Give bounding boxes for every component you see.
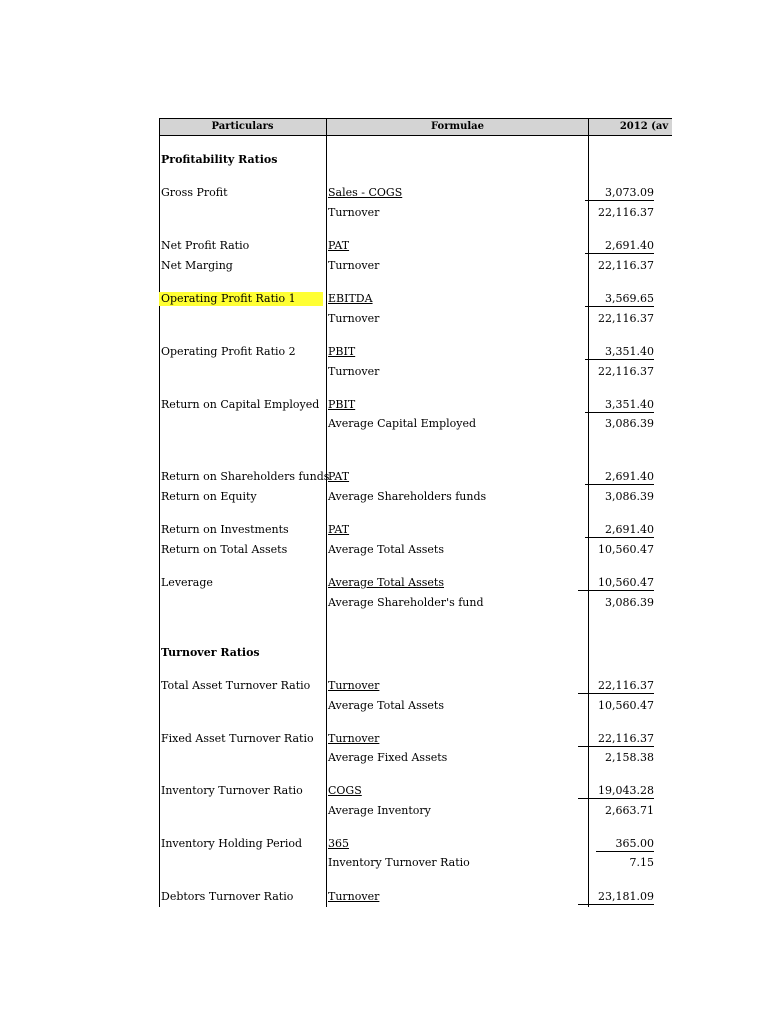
value-cell: 3,351.40 (585, 345, 654, 360)
ratio-name: Inventory Turnover Ratio (161, 784, 303, 797)
formula-text: Inventory Turnover Ratio (328, 856, 470, 869)
value-cell: 7.15 (629, 856, 654, 869)
formula-text: Average Shareholders funds (328, 490, 487, 503)
value-cell: 3,086.39 (605, 490, 654, 503)
formula-text: Turnover (328, 365, 380, 378)
header-particulars: Particulars (211, 121, 274, 132)
formula-text: Average Inventory (328, 804, 431, 817)
value-cell: 23,181.09 (578, 890, 654, 905)
formula-text: PAT (328, 239, 350, 252)
formula-text: Average Shareholder's fund (328, 596, 484, 609)
formula-text: 365 (328, 837, 349, 850)
ratio-name: Debtors Turnover Ratio (161, 890, 294, 903)
header-year: 2012 (av (619, 121, 669, 132)
ratio-name: Return on Investments (161, 523, 289, 536)
value-cell: 10,560.47 (598, 699, 654, 712)
section-turnover: Turnover Ratios (161, 646, 260, 659)
formula-text: COGS (328, 784, 362, 797)
value-cell: 2,691.40 (585, 239, 654, 254)
value-cell: 10,560.47 (578, 576, 654, 591)
ratio-name: Leverage (161, 576, 213, 589)
grid-line (159, 118, 160, 907)
formula-text: PAT (328, 470, 350, 483)
ratio-name: Net Marging (161, 259, 233, 272)
header-row (159, 118, 672, 136)
formula-text: Sales - COGS (328, 186, 403, 199)
value-cell: 19,043.28 (578, 784, 654, 799)
formula-text: Turnover (328, 679, 380, 692)
value-cell: 2,158.38 (605, 751, 654, 764)
formula-text: EBITDA (328, 292, 373, 305)
value-cell: 22,116.37 (578, 679, 654, 694)
section-profitability: Profitability Ratios (161, 153, 278, 166)
value-cell: 22,116.37 (578, 732, 654, 747)
formula-text: Turnover (328, 259, 380, 272)
ratio-name: Return on Equity (161, 490, 257, 503)
ratio-name: Net Profit Ratio (161, 239, 250, 252)
formula-text: Turnover (328, 312, 380, 325)
value-cell: 3,086.39 (605, 417, 654, 430)
formula-text: Average Total Assets (328, 576, 444, 589)
formula-text: Turnover (328, 732, 380, 745)
value-cell: 22,116.37 (598, 206, 654, 219)
ratio-name: Inventory Holding Period (161, 837, 303, 850)
value-cell: 3,569.65 (585, 292, 654, 307)
ratio-name: Operating Profit Ratio 2 (161, 345, 296, 358)
ratio-name: Return on Shareholders funds (161, 470, 330, 483)
formula-text: Average Total Assets (328, 543, 444, 556)
ratio-name: Total Asset Turnover Ratio (161, 679, 311, 692)
ratio-name: Operating Profit Ratio 1 (159, 292, 323, 306)
ratio-name: Fixed Asset Turnover Ratio (161, 732, 314, 745)
value-cell: 22,116.37 (598, 312, 654, 325)
ratio-name: Return on Capital Employed (161, 398, 320, 411)
header-formulae: Formulae (431, 121, 484, 132)
grid-line (326, 118, 327, 907)
value-cell: 22,116.37 (598, 259, 654, 272)
formula-text: Turnover (328, 206, 380, 219)
value-cell: 2,691.40 (585, 470, 654, 485)
value-cell: 3,351.40 (585, 398, 654, 413)
value-cell: 2,691.40 (585, 523, 654, 538)
formula-text: Average Total Assets (328, 699, 444, 712)
formula-text: PBIT (328, 345, 356, 358)
value-cell: 10,560.47 (598, 543, 654, 556)
value-cell: 2,663.71 (605, 804, 654, 817)
value-cell: 3,073.09 (585, 186, 654, 201)
ratio-name: Return on Total Assets (161, 543, 288, 556)
value-cell: 3,086.39 (605, 596, 654, 609)
formula-text: Average Fixed Assets (328, 751, 448, 764)
value-cell: 365.00 (596, 837, 655, 852)
formula-text: PBIT (328, 398, 356, 411)
formula-text: Average Capital Employed (328, 417, 477, 430)
value-cell: 22,116.37 (598, 365, 654, 378)
formula-text: Turnover (328, 890, 380, 903)
ratio-name: Gross Profit (161, 186, 228, 199)
formula-text: PAT (328, 523, 350, 536)
ratio-spreadsheet (159, 118, 672, 907)
